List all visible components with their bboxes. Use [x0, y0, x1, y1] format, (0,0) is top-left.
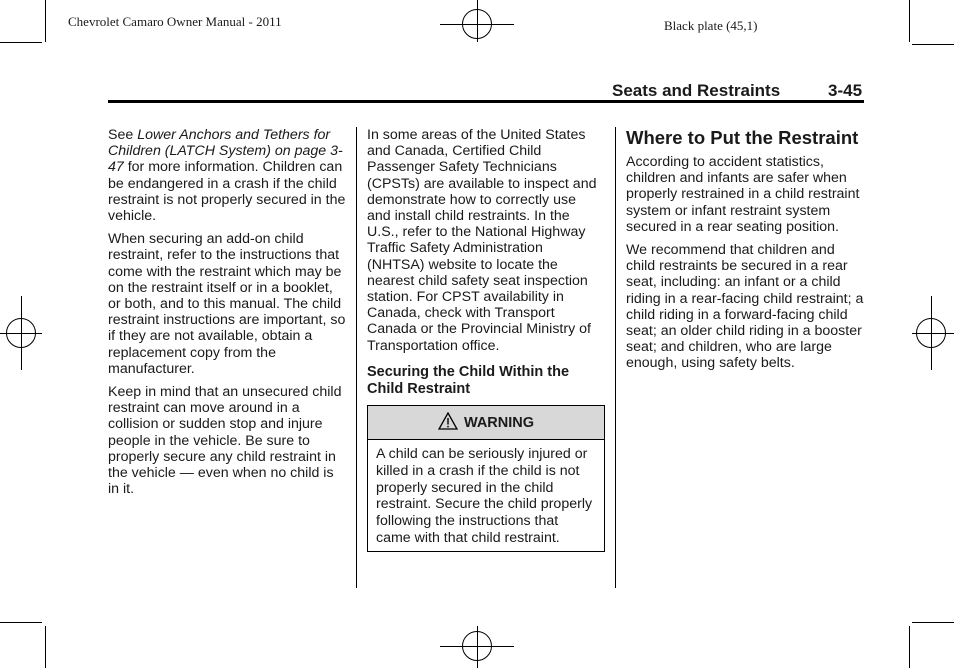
column-divider: [615, 127, 616, 588]
cross-reference-link[interactable]: Lower Anchors and Tethers for Children (LATCH System) on page 3-47: [108, 127, 343, 176]
paragraph: We recommend that children and child restraints be secured in a rear seat, including: an infant or a child riding in a rear-facing child restraint; a child riding in a forward-facing child seat; an older child riding in a booster seat; and children, who are large enough, using safety belts.: [626, 242, 864, 372]
page-number: 3-45: [828, 81, 863, 100]
paragraph: In some areas of the United States and Canada, Certified Child Passenger Safety Technicians (CPSTs) are available to inspect and demonstrate how to correctly use and install child restraints. In the U.S., refer to the National Highway Traffic Safety Administration (NHTSA) website to locate the nearest child safety seat inspection station. For CPST availability in Canada, check with Transport Canada or the Provincial Ministry of Transportation office.: [367, 127, 597, 354]
warning-text: A child can be seriously injured or killed in a crash if the child is not properly secured in the child restraint. Secure the child properly following the instructions that came with that child restraint.: [376, 446, 593, 546]
column-divider: [356, 127, 357, 588]
text: for more information. Children can be endangered in a crash if the child restraint is not properly secured in the vehicle.: [108, 159, 346, 225]
paragraph: Keep in mind that an unsecured child restraint can move around in a collision or sudden stop and injure people in the vehicle. Be sure to properly secure any child restraint in the vehicle — even when no child is in it.: [108, 384, 342, 498]
crop-mark: [909, 626, 910, 668]
column-3: [626, 127, 864, 379]
section-heading: Where to Put the Restraint: [626, 127, 859, 148]
crop-mark: [912, 44, 954, 45]
warning-triangle-icon: [438, 412, 458, 433]
plate-label: Black plate (45,1): [664, 18, 758, 33]
paragraph: According to accident statistics, children and infants are safer when properly restrained in a child restraint system or infant restraint system secured in a rear seating position.: [626, 154, 860, 235]
crop-mark: [45, 0, 46, 42]
crop-mark: [909, 0, 910, 42]
warning-header: [368, 406, 604, 440]
header-rule: [108, 100, 864, 103]
column-1: [108, 127, 346, 504]
warning-label: WARNING: [463, 414, 535, 431]
section-title: Seats and Restraints: [612, 81, 781, 100]
crop-mark: [45, 626, 46, 668]
subsection-heading: Securing the Child Within the Child Restraint: [367, 363, 570, 397]
paragraph: [108, 127, 346, 224]
crop-mark: [912, 622, 954, 623]
crop-mark: [0, 42, 42, 43]
paragraph: When securing an add-on child restraint, refer to the instructions that come with the restraint which may be on the restraint itself or in a booklet, or both, and to this manual. The child restraint instructions are important, so if they are not available, obtain a replacement copy from the manufacturer.: [108, 231, 346, 377]
text: See: [108, 127, 138, 143]
warning-box: [367, 405, 605, 552]
crop-mark: [0, 622, 42, 623]
manual-title: Chevrolet Camaro Owner Manual - 2011: [68, 14, 282, 29]
column-2: [367, 127, 602, 408]
